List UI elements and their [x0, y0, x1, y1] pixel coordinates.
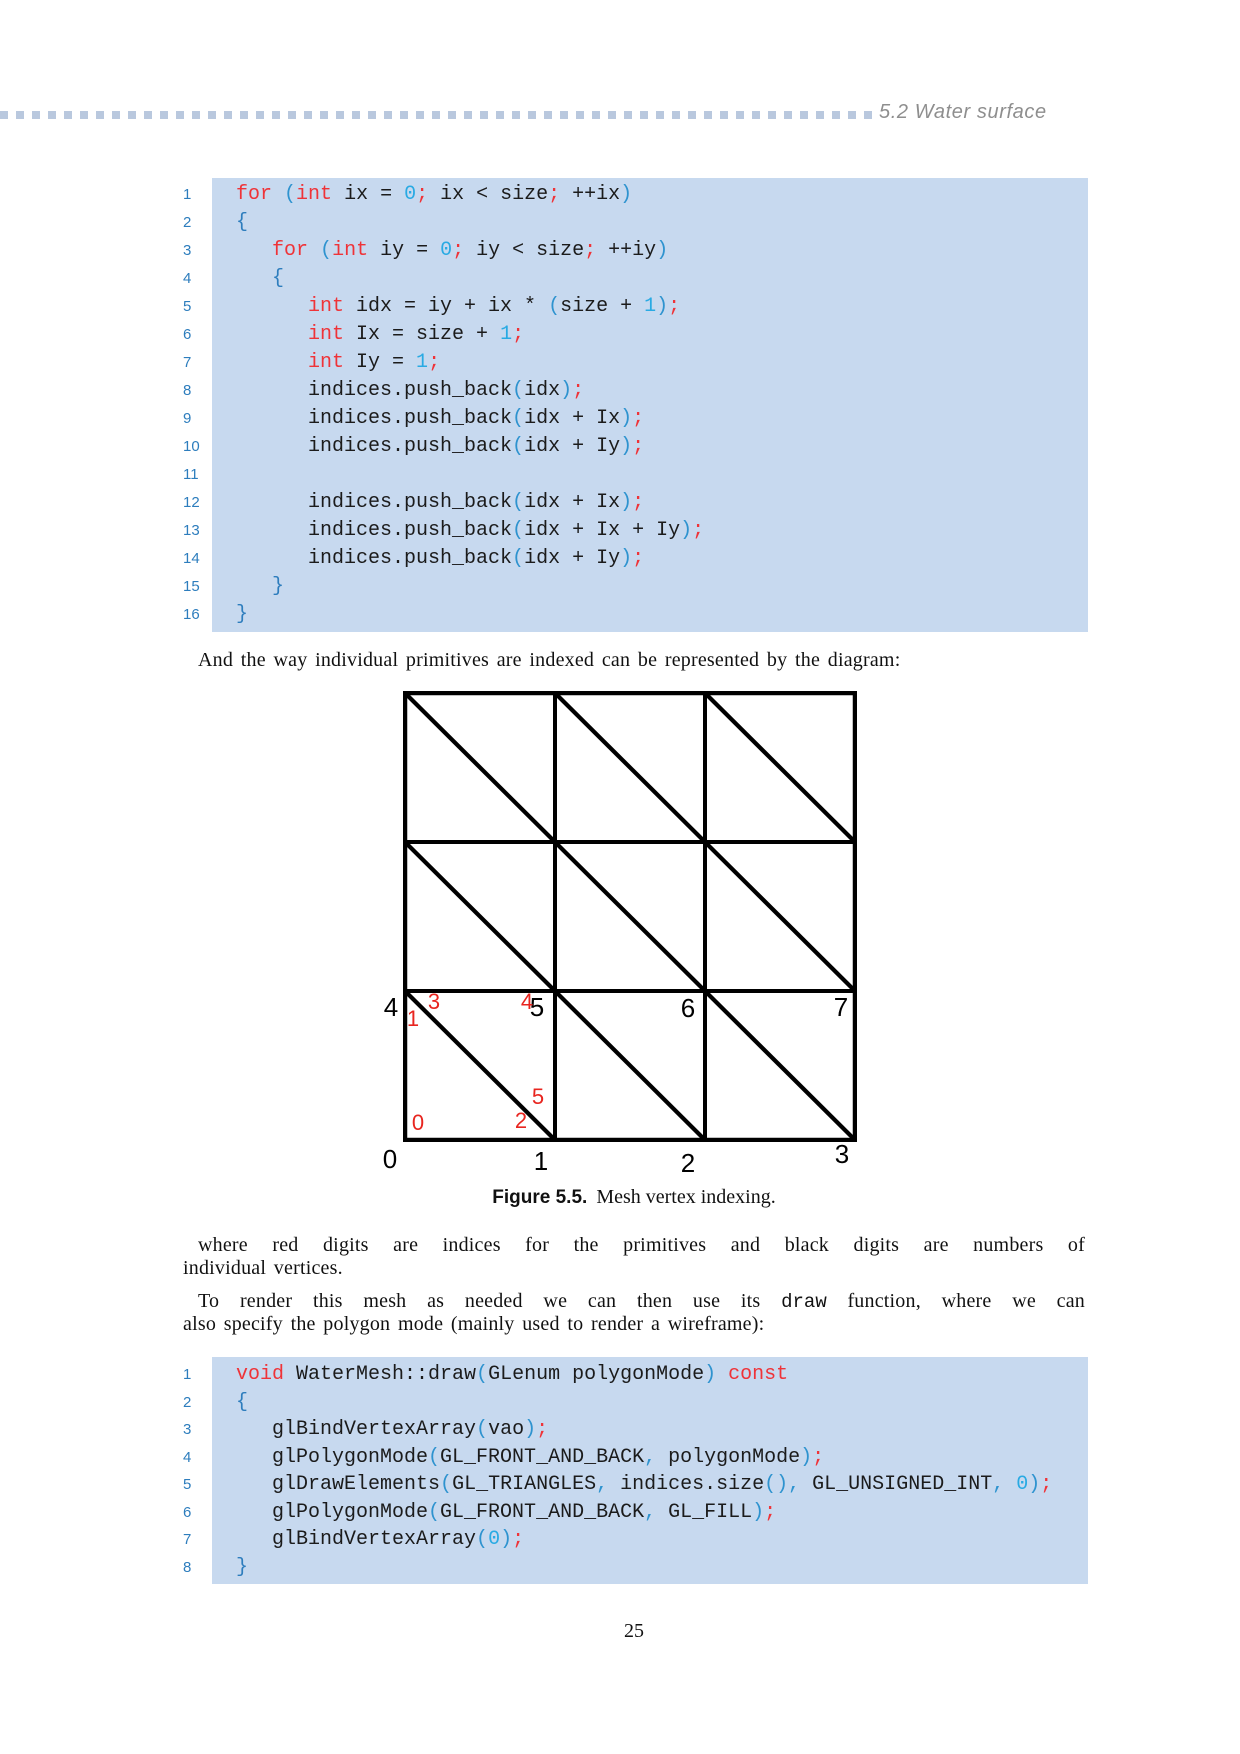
- line-number: 1: [183, 186, 192, 203]
- vertex-number: 3: [834, 1139, 850, 1169]
- page-number: 25: [624, 1620, 644, 1642]
- line-number: 16: [183, 606, 200, 623]
- line-number: 15: [183, 578, 200, 595]
- code-line: indices.push_back(idx + Ix + Iy);: [236, 519, 705, 542]
- line-number: 7: [183, 1531, 192, 1548]
- code-line: glDrawElements(GL_TRIANGLES, indices.size(), GL_UNSIGNED_INT, 0);: [236, 1473, 1053, 1496]
- line-number: 2: [183, 214, 192, 231]
- paragraph-intro: [183, 649, 1085, 672]
- code-line: int Ix = size + 1;: [308, 323, 525, 346]
- code-line: indices.push_back(idx + Iy);: [236, 435, 645, 458]
- code-lines: [236, 1361, 1052, 1581]
- code-listing-mesh-indices: [0, 178, 1240, 632]
- line-number: 6: [183, 326, 192, 343]
- mesh-grid-svg: [403, 691, 857, 1142]
- figure-caption: [183, 1186, 1085, 1209]
- paragraph-line: also specify the polygon mode (mainly used to render a wireframe):: [183, 1313, 765, 1335]
- primitive-index: 5: [531, 1084, 545, 1109]
- vertex-number: 1: [533, 1146, 549, 1176]
- paragraph-line: individual vertices.: [183, 1257, 343, 1279]
- vertex-number: 5: [529, 992, 545, 1022]
- line-number: 4: [183, 270, 192, 287]
- paragraph-line: To render this mesh as needed we can then use its draw function, where we can: [198, 1290, 1085, 1313]
- vertex-number: 2: [680, 1148, 696, 1178]
- code-line: {: [272, 267, 285, 290]
- line-number: 2: [183, 1393, 192, 1411]
- primitive-index: 0: [411, 1110, 425, 1135]
- line-number: 1: [183, 1366, 192, 1383]
- code-lines: [236, 181, 704, 629]
- line-number: 6: [183, 1503, 192, 1521]
- line-number-gutter: [183, 181, 200, 629]
- code-line: int Iy = 1;: [308, 351, 441, 374]
- code-line: indices.push_back(idx + Iy);: [236, 547, 645, 570]
- code-line: indices.push_back(idx);: [236, 379, 585, 402]
- paragraph-line: where red digits are indices for the primitives and black digits are numbers of: [198, 1234, 1085, 1256]
- line-number: 10: [183, 438, 200, 455]
- code-line: int idx = iy + ix * (size + 1);: [308, 295, 681, 318]
- line-number: 12: [183, 494, 200, 511]
- code-line: glPolygonMode(GL_FRONT_AND_BACK, polygonMode);: [236, 1445, 825, 1469]
- line-number: 11: [183, 466, 199, 483]
- code-line: [236, 461, 704, 489]
- line-number: 7: [183, 354, 192, 371]
- vertex-number: 7: [833, 992, 849, 1022]
- code-line: indices.push_back(idx + Ix);: [236, 491, 645, 514]
- code-line: {: [236, 211, 249, 234]
- code-line: }: [236, 1555, 249, 1579]
- code-line: void WaterMesh::draw(GLenum polygonMode) const: [236, 1363, 789, 1386]
- code-line: indices.push_back(idx + Ix);: [236, 407, 645, 430]
- paragraph-after-figure: [183, 1234, 1085, 1280]
- figure-mesh-diagram: [370, 680, 890, 1185]
- code-line: }: [272, 575, 285, 598]
- line-number: 8: [183, 382, 192, 399]
- section-header: 5.2 Water surface: [879, 101, 1047, 123]
- code-line: }: [236, 603, 249, 626]
- line-number-gutter: [183, 1361, 191, 1581]
- vertex-number: 4: [383, 992, 399, 1022]
- line-number: 13: [183, 522, 200, 539]
- inline-code: draw: [781, 1291, 827, 1313]
- figure-caption-label: Figure 5.5.: [492, 1187, 588, 1208]
- vertex-number: 0: [382, 1144, 398, 1174]
- code-listing-draw-function: [0, 1357, 1240, 1584]
- code-line: glPolygonMode(GL_FRONT_AND_BACK, GL_FILL);: [236, 1500, 777, 1524]
- line-number: 5: [183, 298, 192, 315]
- line-number: 5: [183, 1476, 192, 1493]
- line-number: 3: [183, 242, 192, 259]
- primitive-index: 3: [427, 989, 441, 1014]
- code-line: glBindVertexArray(vao);: [236, 1418, 549, 1441]
- vertex-number: 6: [680, 993, 696, 1023]
- code-line: {: [236, 1390, 249, 1414]
- primitive-index: 2: [514, 1108, 528, 1133]
- primitive-index: 4: [520, 989, 534, 1014]
- paragraph-line: And the way individual primitives are indexed can be represented by the diagram:: [198, 649, 901, 671]
- paragraph-render-mesh: [183, 1290, 1085, 1336]
- line-number: 3: [183, 1421, 192, 1438]
- header-dotted-rule: [0, 111, 872, 119]
- line-number: 8: [183, 1558, 192, 1576]
- figure-caption-text: Mesh vertex indexing.: [596, 1186, 776, 1208]
- code-line: glBindVertexArray(0);: [236, 1528, 525, 1551]
- code-line: for (int iy = 0; iy < size; ++iy): [272, 239, 669, 262]
- primitive-index: 1: [406, 1006, 420, 1031]
- line-number: 4: [183, 1448, 192, 1466]
- line-number: 14: [183, 550, 200, 567]
- code-line: for (int ix = 0; ix < size; ++ix): [236, 183, 633, 206]
- line-number: 9: [183, 410, 192, 427]
